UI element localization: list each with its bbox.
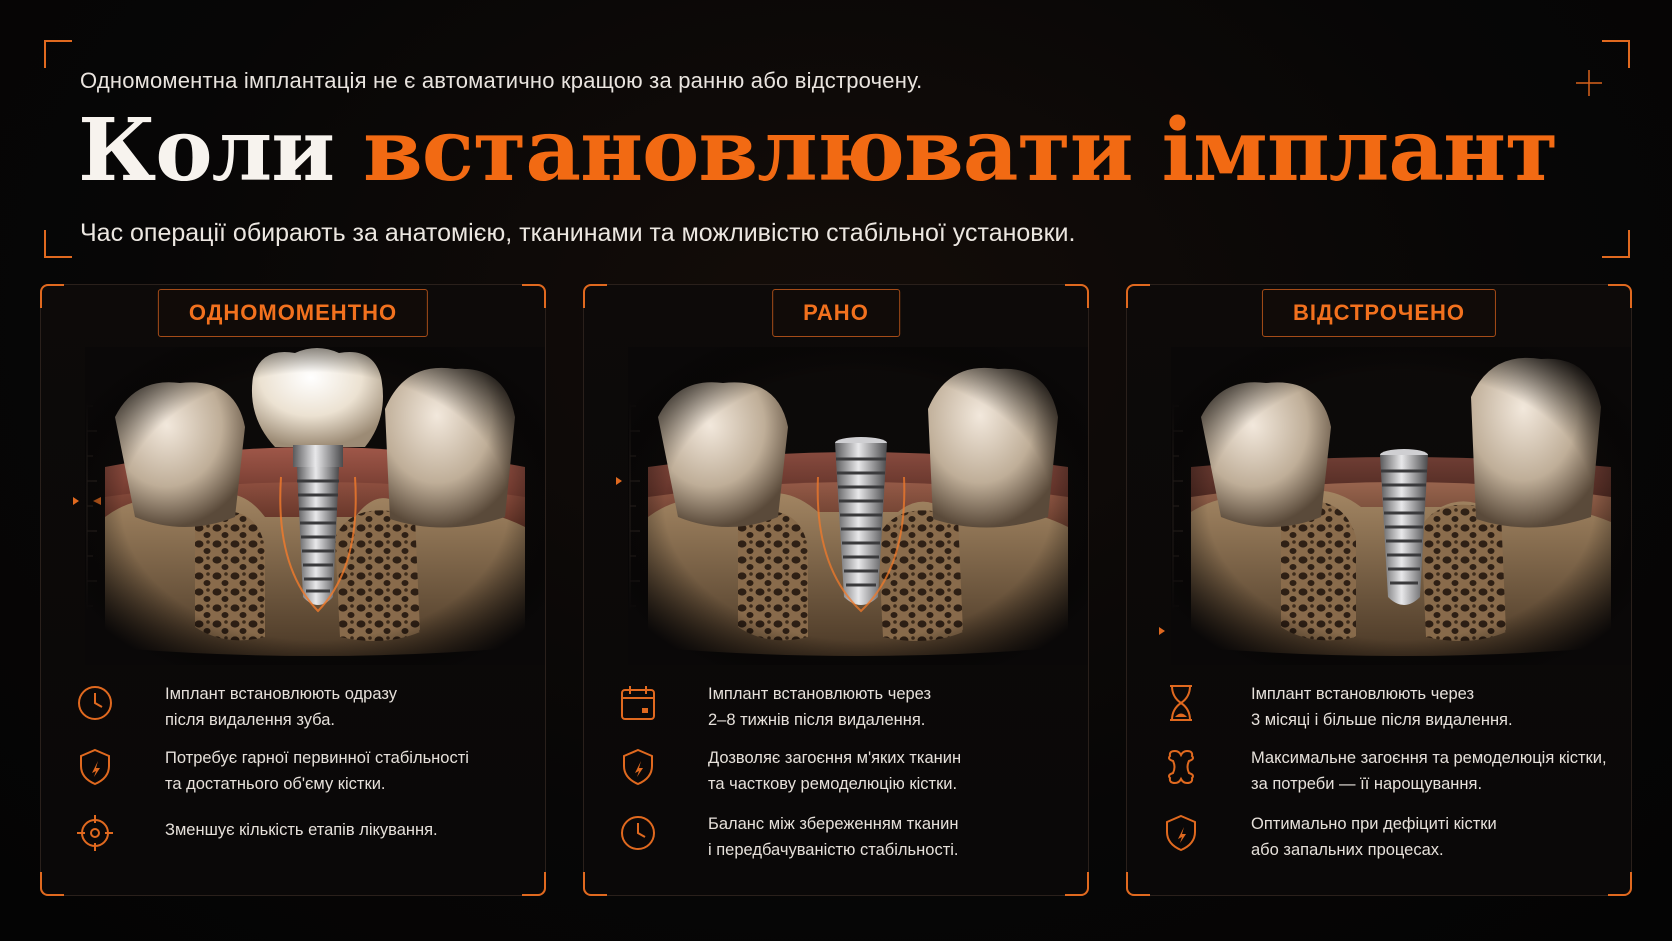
feature-item [614,683,1074,743]
frame-corner [1602,230,1630,258]
feature-item [1157,683,1617,743]
card-corner [1126,284,1150,308]
frame-corner [44,230,72,258]
card-corner [583,284,607,308]
card-corner [583,872,607,896]
card-corner [1065,872,1089,896]
card-corner [1608,872,1632,896]
feature-text: Імплант встановлюють через 3 місяці і більше після видалення. [1251,685,1513,729]
feature-text: Оптимально при дефіциті кістки або запальних процесах. [1251,815,1497,859]
feature-item [71,747,531,807]
feature-item [71,683,531,743]
feature-item [614,813,1074,873]
feature-text: Баланс між збереженням тканин і передбачуваністю стабільності. [708,815,959,859]
feature-item [1157,813,1617,873]
bone-icon [1161,747,1201,787]
feature-text: Дозволяє загоєння м'яких тканин та часткову ремоделюцію кістки. [708,749,962,793]
shield-icon [618,747,658,787]
frame-corner [1602,40,1630,68]
feature-text: Імплант встановлюють одразу після видалення зуба. [165,685,397,729]
title-part1: Коли [78,100,335,201]
card-corner [1126,872,1150,896]
clock-icon [75,683,115,723]
feature-text: Потребує гарної первинної стабільності та достатнього об'єму кістки. [165,749,469,793]
card-corner [40,872,64,896]
page-subtitle: Час операції обирають за анатомією, тканинами та можливістю стабільної установки. [80,219,1076,247]
card-corner [1065,284,1089,308]
card-corner [1608,284,1632,308]
feature-item [614,747,1074,807]
implant-crown-illustration [85,347,545,665]
card-corner [522,284,546,308]
shield-icon [1161,813,1201,853]
card-corner [40,284,64,308]
title-part2-accent: встановлювати імплант [362,100,1558,201]
crosshair-plus-icon [1574,68,1604,98]
shield-icon [75,747,115,787]
page-title [78,96,1557,206]
feature-text: Зменшує кількість етапів лікування. [165,821,438,839]
hourglass-icon [1161,683,1201,723]
phase-label: ОДНОМОМЕНТНО [158,289,428,337]
feature-item [1157,747,1617,807]
implant-early-illustration [628,347,1088,665]
card-early [583,284,1089,896]
card-immediate [40,284,546,896]
card-corner [522,872,546,896]
feature-item [71,813,531,873]
feature-text: Максимальне загоєння та ремоделюція кістки, за потреби — її нарощування. [1251,749,1607,793]
card-delayed [1126,284,1632,896]
implant-delayed-illustration [1171,347,1631,665]
kicker-text: Одномоментна імплантація не є автоматично кращою за ранню або відстрочену. [80,68,923,93]
feature-text: Імплант встановлюють через 2–8 тижнів після видалення. [708,685,932,729]
frame-corner [44,40,72,68]
target-icon [75,813,115,853]
phase-label: РАНО [772,289,900,337]
clock-icon [618,813,658,853]
calendar-icon [618,683,658,723]
phase-label: ВІДСТРОЧЕНО [1262,289,1496,337]
